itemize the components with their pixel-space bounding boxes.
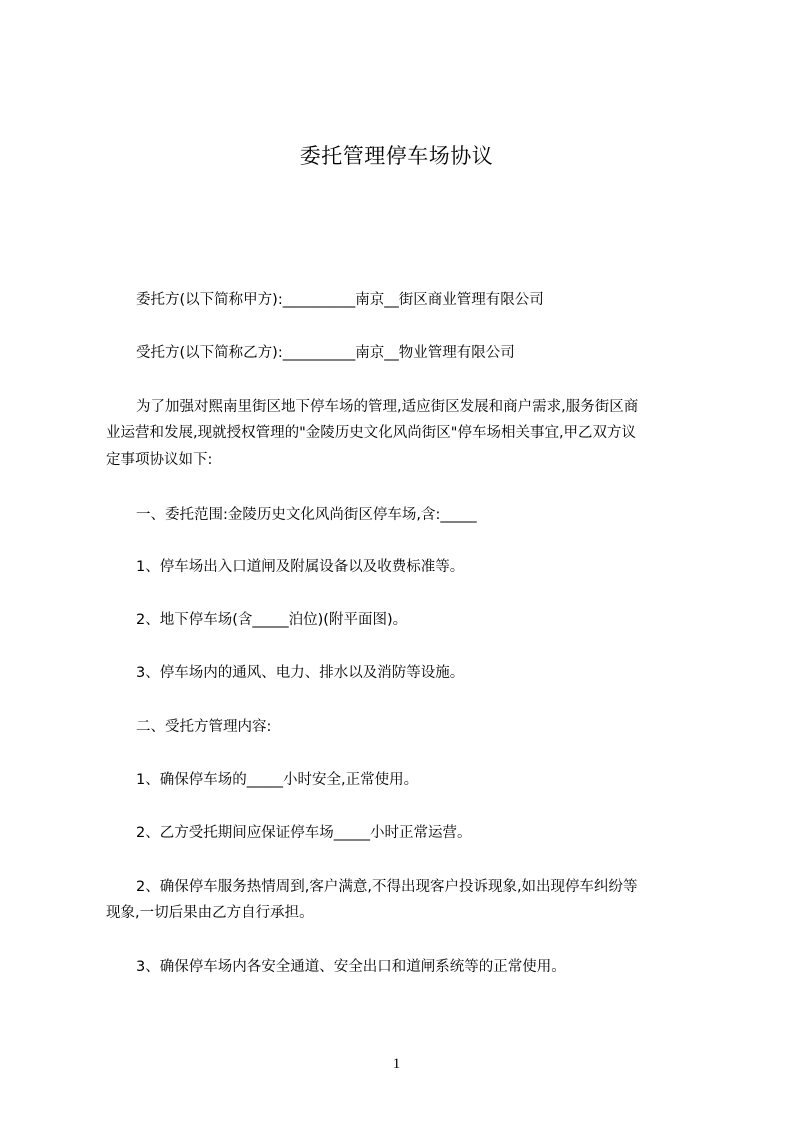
intro-line-3: 定事项协议如下: — [106, 452, 213, 468]
section-2-item-1: 1、确保停车场的_____小时安全,正常使用。 — [136, 772, 419, 788]
section-2-heading: 二、受托方管理内容: — [136, 719, 272, 735]
section-1-item-1: 1、停车场出入口道闸及附属设备以及收费标准等。 — [136, 559, 465, 575]
section-2-item-3-line-2: 现象,一切后果由乙方自行承担。 — [106, 905, 314, 921]
section-1-item-2: 2、地下停车场(含_____泊位)(附平面图)。 — [136, 612, 408, 628]
section-2-item-2: 2、乙方受托期间应保证停车场_____小时正常运营。 — [136, 825, 472, 841]
page-number: 1 — [392, 1056, 401, 1072]
party-b-line: 受托方(以下简称乙方):__________南京__物业管理有限公司 — [136, 345, 515, 361]
party-a-line: 委托方(以下简称甲方):__________南京__街区商业管理有限公司 — [136, 292, 544, 308]
document-title: 委托管理停车场协议 — [299, 144, 494, 168]
section-2-item-4: 3、确保停车场内各安全通道、安全出口和道闸系统等的正常使用。 — [136, 959, 566, 975]
section-2-item-3-line-1: 2、确保停车服务热情周到,客户满意,不得出现客户投诉现象,如出现停车纠纷等 — [136, 879, 638, 895]
section-1-item-3: 3、停车场内的通风、电力、排水以及消防等设施。 — [136, 665, 465, 681]
intro-line-1: 为了加强对熙南里街区地下停车场的管理,适应街区发展和商户需求,服务街区商 — [136, 399, 639, 415]
intro-line-2: 业运营和发展,现就授权管理的"金陵历史文化风尚街区"停车场相关事宜,甲乙双方议 — [106, 425, 637, 441]
section-1-heading: 一、委托范围:金陵历史文化风尚街区停车场,含:_____ — [136, 507, 477, 523]
